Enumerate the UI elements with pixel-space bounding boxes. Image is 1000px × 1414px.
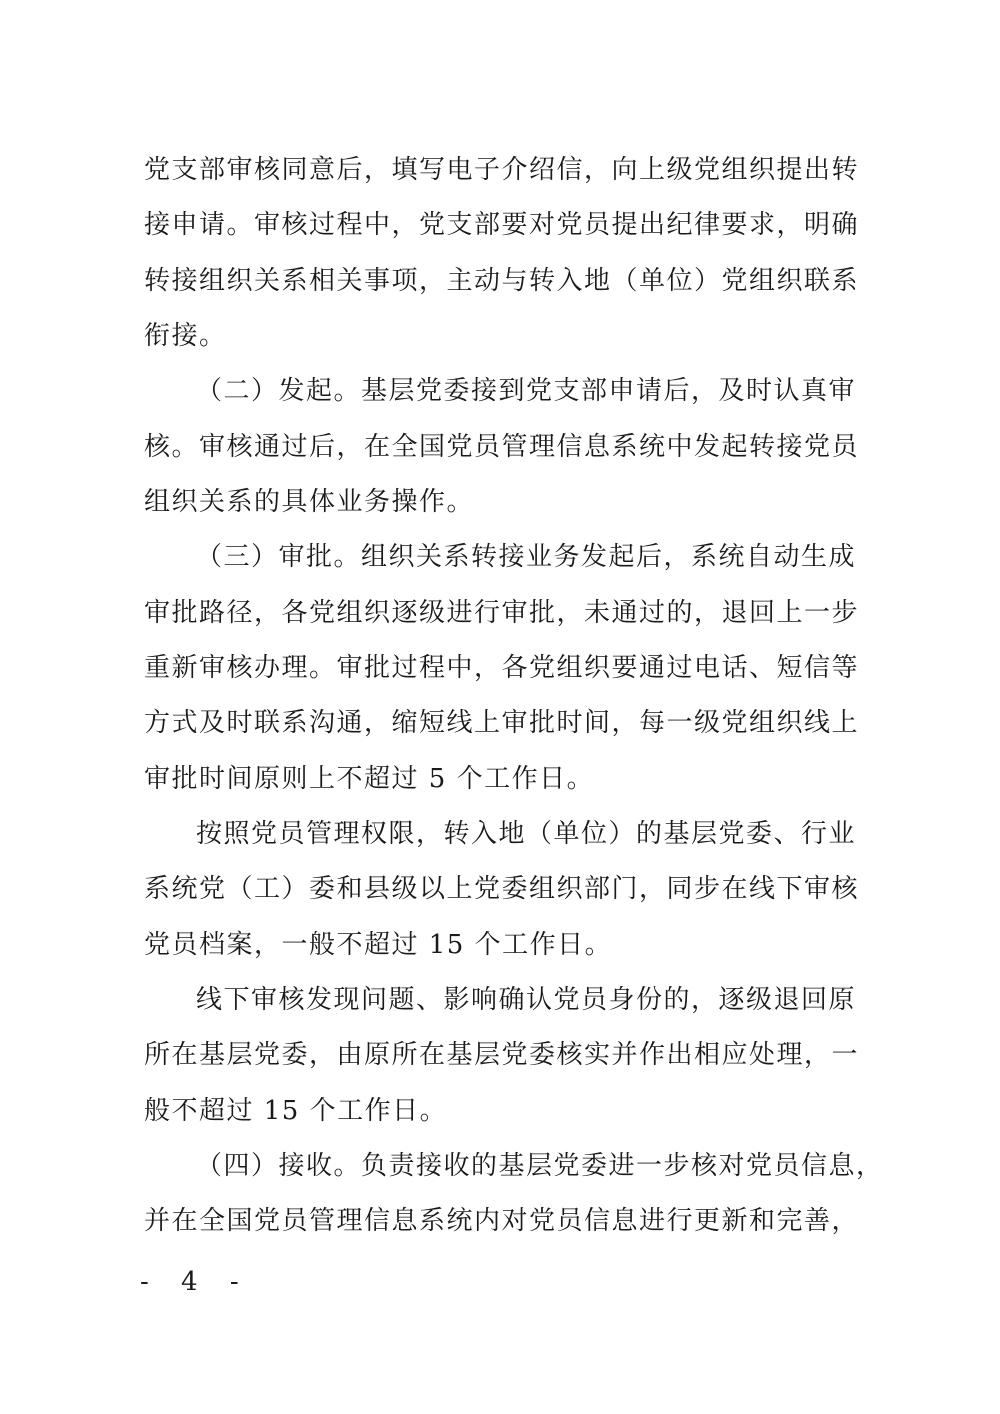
text-line: 核。审核通过后，在全国党员管理信息系统中发起转接党员 <box>144 432 860 462</box>
text-line: 审批路径，各党组织逐级进行审批，未通过的，退回上一步 <box>144 598 860 628</box>
text-line: 并在全国党员管理信息系统内对党员信息进行更新和完善， <box>144 1206 860 1236</box>
text-line: 线下审核发现问题、影响确认党员身份的，逐级退回原 <box>196 985 857 1015</box>
text-line: 所在基层党委，由原所在基层党委核实并作出相应处理，一 <box>144 1040 860 1070</box>
text-line: （三）审批。组织关系转接业务发起后，系统自动生成 <box>196 542 857 572</box>
text-line: 审批时间原则上不超过 5 个工作日。 <box>144 764 595 794</box>
text-line: 党支部审核同意后，填写电子介绍信，向上级党组织提出转 <box>144 155 860 185</box>
text-line: 方式及时联系沟通，缩短线上审批时间，每一级党组织线上 <box>144 708 860 738</box>
page-number: - 4 - <box>140 1267 251 1297</box>
text-line: 重新审核办理。审批过程中，各党组织要通过电话、短信等 <box>144 653 860 683</box>
text-line: 组织关系的具体业务操作。 <box>144 487 475 517</box>
text-line: （二）发起。基层党委接到党支部申请后，及时认真审 <box>196 376 857 406</box>
text-line: 党员档案，一般不超过 15 个工作日。 <box>144 930 613 960</box>
text-line: 转接组织关系相关事项，主动与转入地（单位）党组织联系 <box>144 266 860 296</box>
text-line: 按照党员管理权限，转入地（单位）的基层党委、行业 <box>196 819 857 849</box>
text-line: 接申请。审核过程中，党支部要对党员提出纪律要求，明确 <box>144 210 860 240</box>
text-line: 系统党（工）委和县级以上党委组织部门，同步在线下审核 <box>144 874 860 904</box>
text-line: （四）接收。负责接收的基层党委进一步核对党员信息， <box>196 1151 884 1181</box>
text-line: 衔接。 <box>144 321 227 351</box>
text-line: 般不超过 15 个工作日。 <box>144 1096 448 1126</box>
